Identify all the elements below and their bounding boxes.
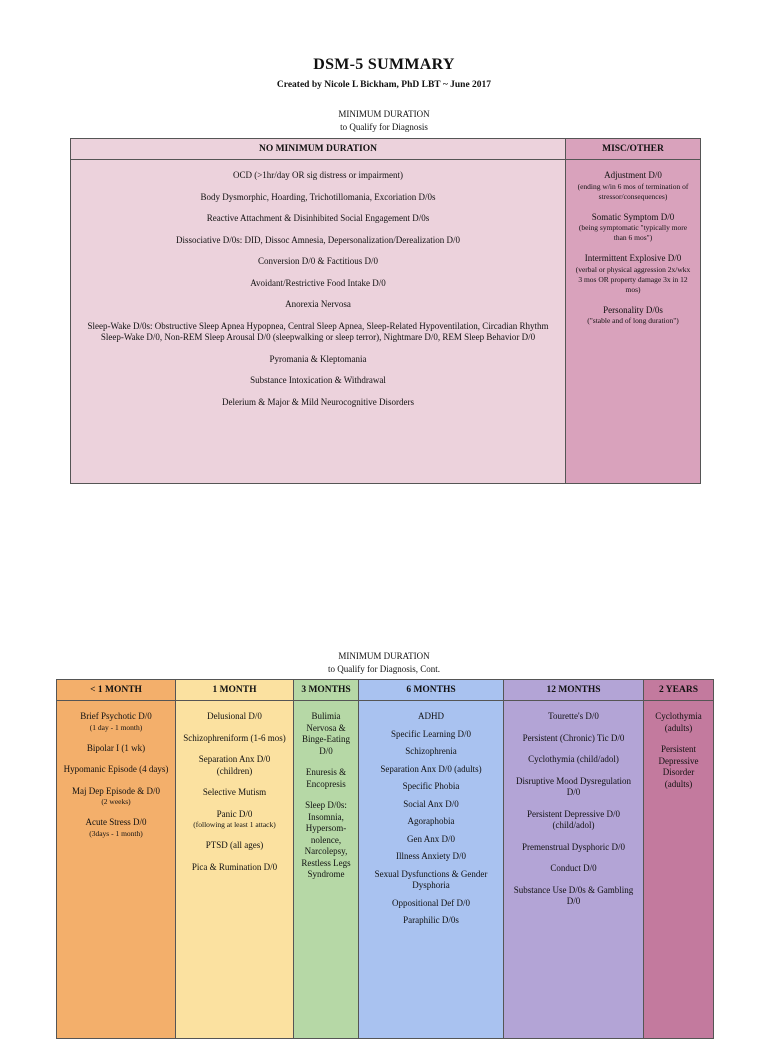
- list-item: [649, 711, 708, 734]
- section2-caption: [0, 650, 768, 676]
- list-item: [509, 711, 638, 723]
- list-item-name: Persistent (Chronic) Tic D/0: [522, 732, 625, 743]
- list-item: [181, 711, 288, 723]
- list-item-name: Conduct D/0: [550, 863, 597, 873]
- list-item-name: Somatic Symptom D/0: [591, 211, 675, 222]
- list-item-name: Separation Anx D/0 (adults): [380, 763, 482, 774]
- list-item: [364, 781, 498, 793]
- list-item: Anorexia Nervosa: [285, 299, 351, 309]
- column-header: 12 MONTHS: [504, 680, 644, 701]
- list-item-name: Bipolar I (1 wk): [86, 742, 146, 753]
- list-item-name: Cyclothymia (adults): [655, 711, 702, 733]
- list-item-note: (being symptomatic "typically more than 6 mos"): [578, 223, 688, 242]
- list-item: Body Dysmorphic, Hoarding, Trichotillomania, Excoriation D/0s: [200, 191, 436, 202]
- section1-caption-line2: to Qualify for Diagnosis: [340, 122, 428, 132]
- list-item: [364, 834, 498, 846]
- list-item: Reactive Attachment & Disinhibited Social Engagement D/0s: [206, 213, 430, 223]
- section2-caption-line2: to Qualify for Diagnosis, Cont.: [328, 664, 440, 674]
- list-item: [573, 253, 693, 295]
- list-item-note: (ending w/in 6 mos of termination of stressor/consequences): [577, 181, 689, 201]
- list-item: OCD (>1hr/day OR sig distress or impairment): [232, 170, 404, 180]
- column-header: 2 YEARS: [644, 680, 714, 701]
- list-item-note: (2 weeks): [101, 797, 131, 806]
- list-item: [299, 800, 353, 881]
- column-header: 1 MONTH: [176, 680, 294, 701]
- list-item: Pyromania & Kleptomania: [269, 353, 367, 364]
- list-item: [299, 767, 353, 790]
- list-item: [573, 305, 693, 327]
- list-item: [62, 743, 170, 755]
- list-item-name: Maj Dep Episode & D/0: [72, 785, 160, 796]
- list-item: Sleep-Wake D/0s: Obstructive Sleep Apnea Hypopnea, Central Sleep Apnea, Sleep-Related Hypoventilation, Circadian Rhythm Sleep-Wake D/0, Non-REM Sleep Arousal D/0 (sleepwalking or sleep terror), Nightmare D/0, REM Sleep Behavior D/0: [87, 320, 549, 342]
- duration-column: [359, 701, 504, 1039]
- duration-column: [57, 701, 176, 1039]
- list-item: [181, 787, 288, 799]
- column-header: < 1 MONTH: [57, 680, 176, 701]
- list-item: [181, 733, 288, 745]
- list-item-name: Adjustment D/0: [604, 170, 662, 180]
- list-item-name: Pica & Rumination D/0: [191, 861, 278, 872]
- list-item: [364, 816, 498, 828]
- list-item-name: Agoraphobia: [407, 816, 455, 826]
- list-item-name: Personality D/0s: [603, 304, 663, 315]
- list-item: [364, 764, 498, 776]
- list-item: [649, 744, 708, 790]
- list-item: Delerium & Major & Mild Neurocognitive Disorders: [222, 396, 414, 407]
- list-item-name: Schizophrenia: [405, 746, 457, 756]
- list-item-name: Enuresis & Encopresis: [305, 767, 347, 789]
- list-item-name: Hypomanic Episode (4 days): [63, 764, 169, 774]
- list-item-name: Specific Phobia: [402, 781, 460, 791]
- duration-column: [176, 701, 294, 1039]
- section1-caption: [0, 108, 768, 134]
- document-subtitle: Created by Nicole L Bickham, PhD LBT ~ June 2017: [276, 80, 492, 90]
- list-item: [509, 776, 638, 799]
- list-item: Substance Intoxication & Withdrawal: [250, 375, 386, 385]
- list-item-name: Panic D/0: [216, 808, 253, 819]
- list-item: [62, 786, 170, 808]
- no-minimum-duration-list: [71, 160, 566, 484]
- list-item-name: Acute Stress D/0: [85, 817, 147, 827]
- list-item-name: Gen Anx D/0: [407, 833, 455, 844]
- list-item: [181, 809, 288, 831]
- misc-other-header: MISC/OTHER: [566, 139, 701, 160]
- duration-column: [644, 701, 714, 1039]
- list-item: [509, 809, 638, 832]
- list-item-name: ADHD: [418, 711, 444, 721]
- list-item: [509, 733, 638, 745]
- list-item: [364, 898, 498, 910]
- misc-other-list: [566, 160, 701, 484]
- list-item-name: Specific Learning D/0: [391, 728, 471, 739]
- list-item: Dissociative D/0s: DID, Dissoc Amnesia, Depersonalization/Derealization D/0: [176, 234, 460, 245]
- list-item-name: Sleep D/0s: Insomnia, Hypersom-nolence, Narcolepsy, Restless Legs Syndrome: [301, 800, 351, 879]
- list-item: [364, 746, 498, 758]
- list-item-note: (following at least 1 attack): [193, 820, 276, 829]
- list-item-name: Intermittent Explosive D/0: [584, 253, 682, 263]
- list-item: Conversion D/0 & Factitious D/0: [258, 256, 378, 266]
- section1-caption-line1: MINIMUM DURATION: [338, 109, 430, 119]
- list-item-name: Brief Psychotic D/0: [80, 711, 152, 721]
- list-item-name: Separation Anx D/0 (children): [198, 754, 271, 776]
- list-item: [181, 754, 288, 777]
- list-item-name: Schizophreniform (1-6 mos): [183, 732, 286, 743]
- list-item: [509, 842, 638, 854]
- list-item-name: Persistent Depressive D/0 (child/adol): [527, 808, 620, 830]
- list-item-name: Illness Anxiety D/0: [396, 851, 466, 861]
- list-item-name: Selective Mutism: [202, 787, 267, 797]
- list-item-name: Oppositional Def D/0: [392, 897, 470, 908]
- list-item: Avoidant/Restrictive Food Intake D/0: [250, 277, 386, 288]
- list-item-name: Sexual Dysfunctions & Gender Dysphoria: [374, 868, 488, 890]
- list-item: [509, 754, 638, 766]
- section2-caption-line1: MINIMUM DURATION: [338, 651, 430, 661]
- list-item-name: Substance Use D/0s & Gambling D/0: [513, 884, 634, 906]
- list-item: [573, 212, 693, 244]
- duration-column: [504, 701, 644, 1039]
- list-item: [62, 764, 170, 776]
- list-item-name: Premenstrual Dysphoric D/0: [522, 841, 625, 852]
- list-item-note: (verbal or physical aggression 2x/wkx 3 mos OR property damage 3x in 12 mos): [575, 264, 691, 294]
- list-item: [573, 170, 693, 202]
- list-item-name: Tourette's D/0: [548, 711, 599, 721]
- list-item: [364, 851, 498, 863]
- list-item-name: Delusional D/0: [207, 711, 262, 721]
- list-item: [181, 840, 288, 852]
- list-item: [364, 711, 498, 723]
- minimum-duration-table: [56, 679, 714, 1039]
- list-item-name: Cyclothymia (child/adol): [528, 754, 619, 764]
- list-item: [299, 711, 353, 757]
- list-item-name: PTSD (all ages): [205, 840, 264, 850]
- duration-column: [294, 701, 359, 1039]
- list-item: [364, 915, 498, 927]
- list-item-name: Bulimia Nervosa & Binge-Eating D/0: [302, 711, 350, 756]
- document-title: DSM-5 SUMMARY: [313, 56, 455, 73]
- no-minimum-duration-header: NO MINIMUM DURATION: [71, 139, 566, 160]
- list-item-name: Persistent Depressive Disorder (adults): [658, 744, 699, 789]
- list-item-name: Paraphilic D/0s: [403, 915, 459, 925]
- column-header: 6 MONTHS: [359, 680, 504, 701]
- list-item: [62, 711, 170, 733]
- list-item-name: Disruptive Mood Dysregulation D/0: [516, 775, 631, 797]
- list-item: [62, 817, 170, 839]
- column-header: 3 MONTHS: [294, 680, 359, 701]
- list-item: [364, 799, 498, 811]
- list-item-note: (1 day - 1 month): [89, 722, 143, 732]
- list-item: [509, 885, 638, 908]
- list-item-name: Social Anx D/0: [403, 798, 459, 809]
- list-item-note: ("stable and of long duration"): [587, 316, 679, 325]
- list-item-note: (3days - 1 month): [89, 828, 143, 838]
- no-minimum-duration-table: [70, 138, 701, 484]
- list-item: [509, 863, 638, 875]
- list-item: [181, 862, 288, 874]
- list-item: [364, 729, 498, 741]
- list-item: [364, 869, 498, 892]
